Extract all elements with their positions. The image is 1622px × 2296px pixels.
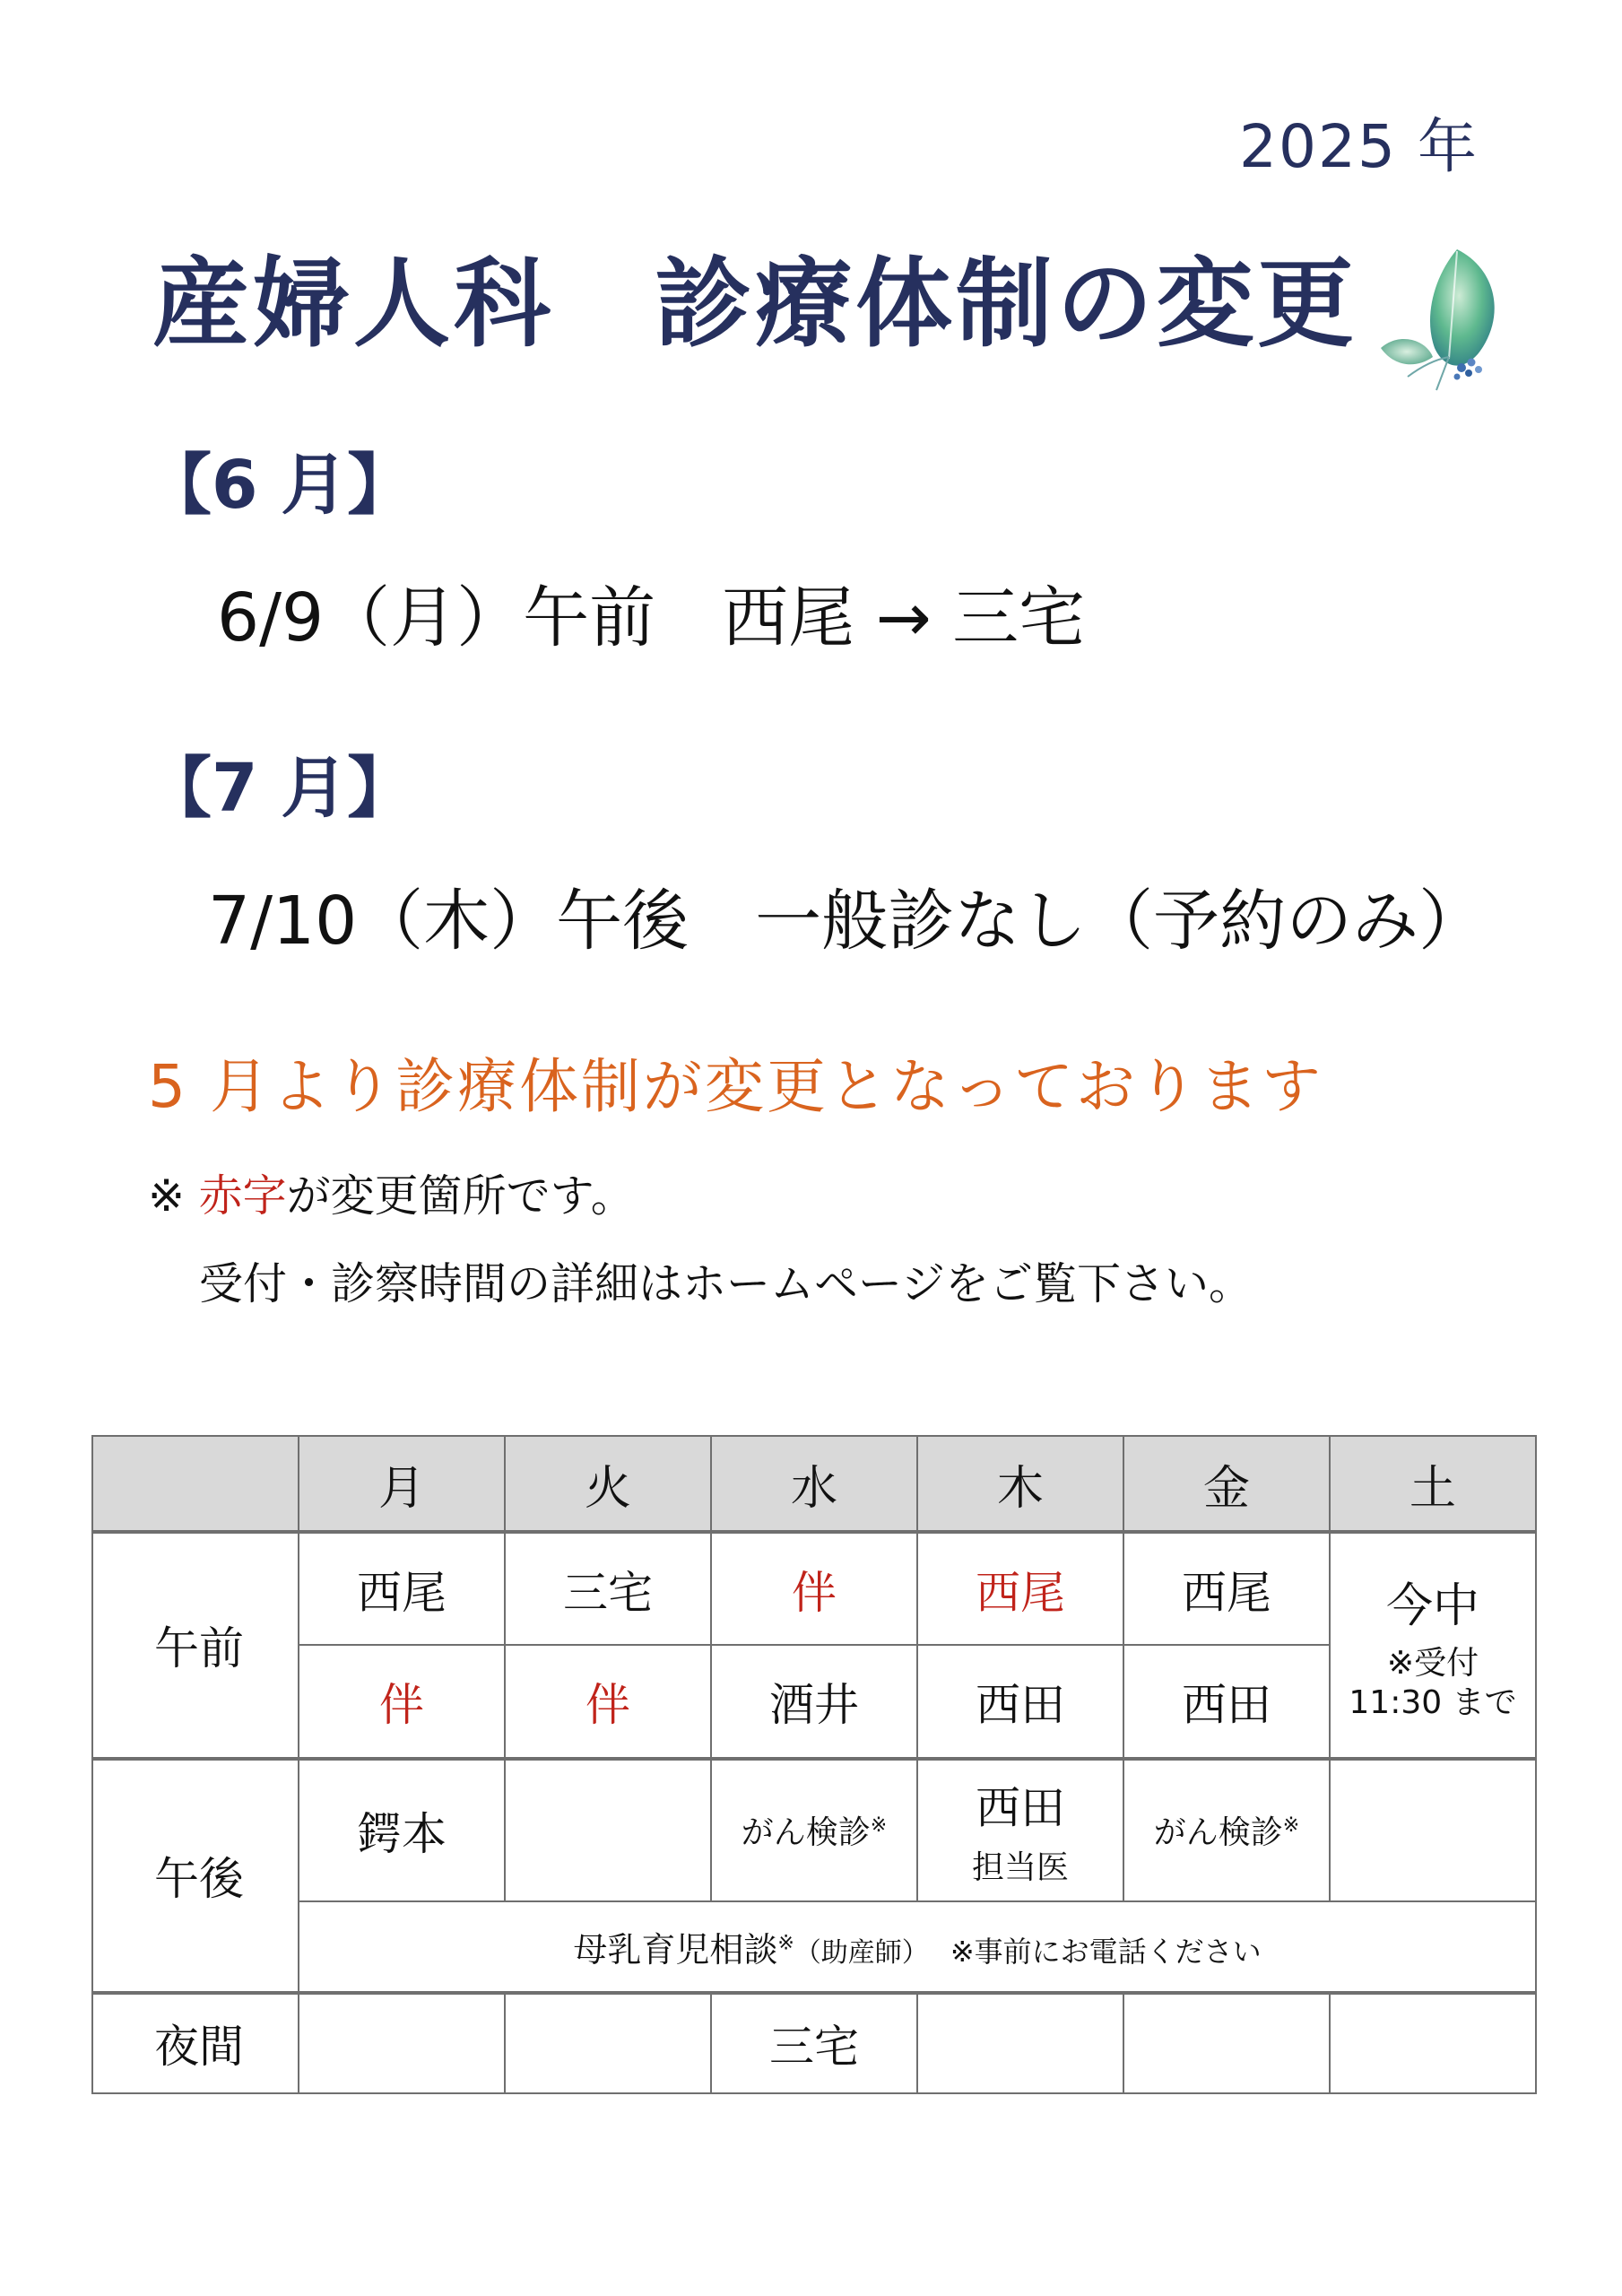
pm-label: 午後 [92,1759,299,1993]
night-wed: 三宅 [711,1993,917,2093]
sat-note-line1: ※受付 [1386,1644,1479,1682]
red-text-label: 赤字 [198,1170,287,1222]
pm-row-1 [92,1759,1536,1901]
am1-fri: 西尾 [1123,1532,1330,1645]
pm-row-2 [92,1901,1536,1993]
leaf-illustration [1372,242,1524,404]
pm-tue [505,1759,711,1901]
sat-doctor: 今中 [1385,1578,1479,1633]
night-thu [917,1993,1123,2093]
schedule-change-notice: 5 月より診療体制が変更となっております [148,1052,1323,1121]
day-mon: 月 [299,1436,505,1532]
day-header-row [92,1436,1536,1532]
pm-fri [1123,1759,1330,1901]
june-change-line: 6/9（月）午前 西尾 → 三宅 [217,579,1086,657]
am2-tue: 伴 [505,1645,711,1758]
am2-mon: 伴 [299,1645,505,1758]
am1-wed: 伴 [711,1532,917,1645]
am1-tue: 三宅 [505,1532,711,1645]
day-fri: 金 [1123,1436,1330,1532]
day-tue: 火 [505,1436,711,1532]
day-sat: 土 [1330,1436,1536,1532]
schedule-table [91,1435,1537,2094]
consult-main: 母乳育児相談 [573,1929,778,1970]
july-heading: 【7 月】 [145,750,414,827]
year-label: 2025 年 [1239,112,1479,181]
note-mark: ※ [148,1170,199,1222]
am-row-1 [92,1532,1536,1645]
day-wed: 水 [711,1436,917,1532]
pm-wed-mark: ※ [870,1814,888,1838]
am1-thu: 西尾 [917,1532,1123,1645]
am1-mon: 西尾 [299,1532,505,1645]
night-row [92,1993,1536,2093]
july-change-line: 7/10（木）午後 一般診なし（予約のみ） [208,883,1486,960]
consult-tel-note: ※事前にお電話ください [950,1934,1262,1969]
pm-mon: 鍔本 [299,1759,505,1901]
breastfeeding-consult [299,1901,1536,1993]
am2-fri: 西田 [1123,1645,1330,1758]
sat-note-line2: 11:30 まで [1349,1683,1517,1721]
night-tue [505,1993,711,2093]
am2-thu: 西田 [917,1645,1123,1758]
june-heading: 【6 月】 [145,447,414,524]
pm-fri-text: がん検診 [1153,1814,1283,1852]
pm-thu [917,1759,1123,1901]
pm-wed [711,1759,917,1901]
page-title: 産婦人科 診療体制の変更 [152,248,1358,361]
am-label: 午前 [92,1532,299,1759]
red-text-note [148,1161,635,1224]
pm-fri-mark: ※ [1282,1814,1300,1838]
night-sat [1330,1993,1536,2093]
corner-cell [92,1436,299,1532]
night-mon [299,1993,505,2093]
homepage-note: 受付・診察時間の詳細はホームページをご覧下さい。 [199,1258,1253,1309]
pm-thu-doctor: 西田 [976,1782,1065,1835]
pm-wed-text: がん検診 [741,1814,871,1852]
pm-sat [1330,1759,1536,1901]
night-label: 夜間 [92,1993,299,2093]
night-fri [1123,1993,1330,2093]
note-suffix: が変更箇所です。 [286,1170,635,1222]
am-row-2 [92,1645,1536,1758]
am2-wed: 酒井 [711,1645,917,1758]
day-thu: 木 [917,1436,1123,1532]
consult-mark: ※ [777,1931,794,1954]
consult-paren: （助産師） [794,1936,929,1969]
am-sat [1330,1532,1536,1759]
pm-thu-sub: 担当医 [971,1849,1069,1887]
